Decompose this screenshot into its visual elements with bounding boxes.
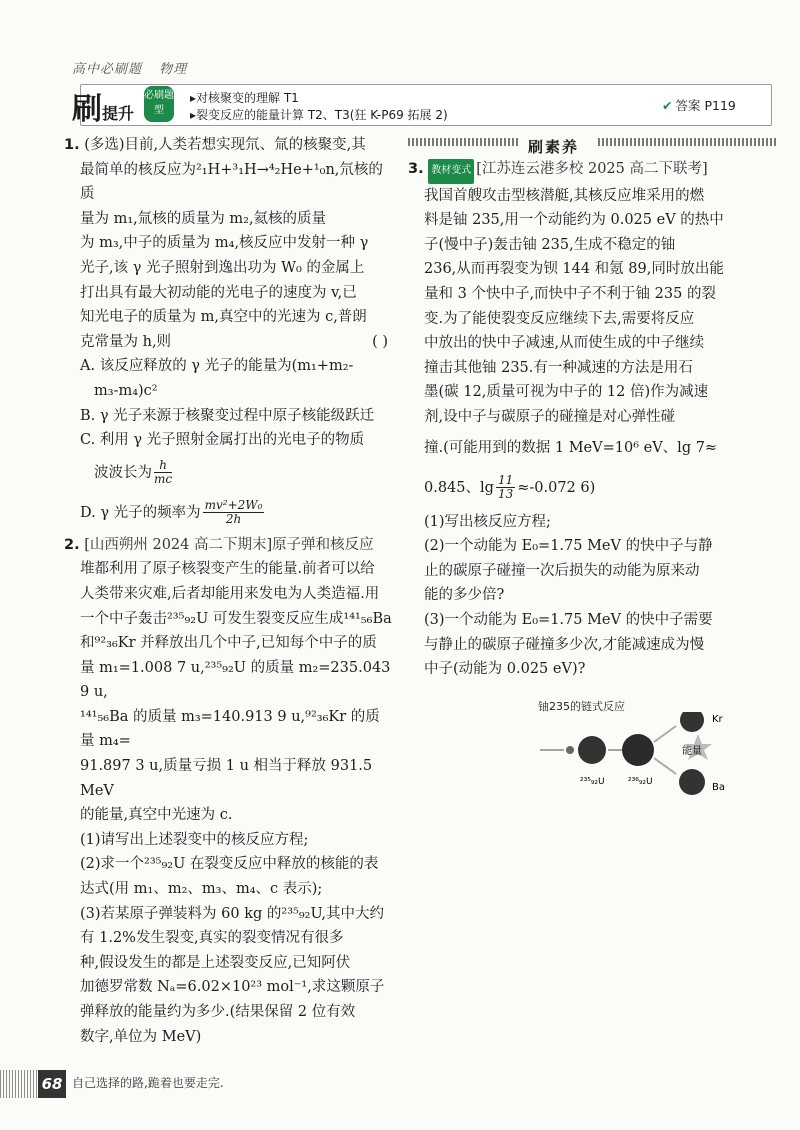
q3-sub: 止的碳原子碰撞一次后损失的动能为原来动 xyxy=(424,562,700,579)
q2-line: 的能量,真空中光速为 c. xyxy=(80,807,233,824)
q2-number: 2. xyxy=(64,536,80,553)
logo-sub: 提升 xyxy=(102,104,135,123)
q3-line: 子(慢中子)轰击铀 235,生成不稳定的铀 xyxy=(424,236,676,253)
q3-line: 我国首艘攻击型核潜艇,其核反应堆采用的燃 xyxy=(424,187,705,204)
running-header xyxy=(72,58,199,77)
q1-number: 1. xyxy=(64,137,80,153)
option-c[interactable]: C. 利用 γ 光子照射金属打出的光电子的物质 xyxy=(80,432,365,449)
q2-line: 人类带来灾难,后者却能用来发电为人类造福.用 xyxy=(80,585,380,602)
answer-bracket: ( ) xyxy=(372,333,388,350)
left-column xyxy=(64,133,394,1049)
q1-line: 为 m₃,中子的质量为 m₄,核反应中发射一种 γ xyxy=(80,235,369,252)
option-c-cont: 波波长为 xyxy=(94,464,152,481)
option-b[interactable]: B. γ 光子来源于核聚变过程中原子核能级跃迁 xyxy=(80,407,375,424)
q3-line: 变.为了能使裂变反应继续下去,需要将反应 xyxy=(424,310,695,327)
q2-line: ¹⁴¹₅₆Ba 的质量 m₃=140.913 9 u,⁹²₃₆Kr 的质量 m₄= xyxy=(80,708,380,750)
subject-label: 物理 xyxy=(159,62,188,77)
data-line-a: 0.845、lg xyxy=(424,479,494,496)
section-rule-left xyxy=(408,138,520,146)
kr-nucleus xyxy=(680,712,704,732)
question-1 xyxy=(64,133,394,533)
q1-line: 量为 m₁,氚核的质量为 m₂,氦核的质量 xyxy=(80,210,327,227)
q2-line: 和⁹²₃₆Kr 并释放出几个中子,已知每个中子的质 xyxy=(80,635,377,652)
q1-line: 最简单的核反应为²₁H+³₁H→⁴₂He+¹₀n,氘核的质 xyxy=(80,161,383,203)
fraction: $\frac{\text{mv²+2W₀}}{2h}$ xyxy=(204,498,263,527)
footer-motto: 自己选择的路,跪着也要走完. xyxy=(72,1076,224,1090)
fraction: $\frac{11}{13}$ xyxy=(497,473,514,502)
q1-line: (多选)目前,人类若想实现氘、氚的核聚变,其 xyxy=(84,137,366,153)
q2-line: 有 1.2%发生裂变,真实的裂变情况有很多 xyxy=(80,930,344,947)
question-3 xyxy=(408,157,778,682)
u235-label: ²³⁵₉₂U xyxy=(580,777,605,787)
q2-line: 数字,单位为 MeV) xyxy=(80,1028,202,1045)
check-icon: ✔ xyxy=(662,98,673,113)
book-title: 高中必刷题 xyxy=(72,62,143,77)
q2-line: 一个中子轰击²³⁵₉₂U 可发生裂变反应生成¹⁴¹₅₆Ba xyxy=(80,610,392,627)
q3-number: 3. xyxy=(408,161,424,177)
chain-reaction-figure xyxy=(530,712,770,808)
q2-line: (1)请写出上述裂变中的核反应方程; xyxy=(80,831,309,848)
kr-label: Kr xyxy=(712,714,723,725)
q3-sub: (2)一个动能为 E₀=1.75 MeV 的快中子与静 xyxy=(424,538,713,555)
q2-line: 弹释放的能量约为多少.(结果保留 2 位有效 xyxy=(80,1004,356,1020)
option-a-cont: m₃-m₄)c² xyxy=(94,382,158,399)
fraction: $\frac{h}{mc}$ xyxy=(154,458,173,487)
answer-ref[interactable]: ✔ 答案 P119 xyxy=(662,98,736,113)
energy-label: 能量 xyxy=(682,746,702,757)
focus-item-1: ▸对核聚变的理解 T1 xyxy=(190,91,299,105)
q2-line: 91.897 3 u,质量亏损 1 u 相当于释放 931.5 MeV xyxy=(80,758,373,799)
q3-sub: 中子(动能为 0.025 eV)? xyxy=(424,661,586,678)
q2-line: 量 m₁=1.008 7 u,²³⁵₉₂U 的质量 m₂=235.043 9 u, xyxy=(80,659,391,701)
footer-dots xyxy=(0,1070,40,1098)
u236-label: ²³⁶₉₂U xyxy=(628,777,653,787)
neutron-dot xyxy=(566,746,574,754)
page-number: 68 xyxy=(38,1070,66,1098)
q3-line: 撞.(可能用到的数据 1 MeV=10⁶ eV、lg 7≈ xyxy=(424,439,718,456)
question-2 xyxy=(64,533,394,1049)
q2-line: (3)若某原子弹装料为 60 kg 的²³⁵₉₂U,其中大约 xyxy=(80,905,384,922)
section-rule-right xyxy=(598,138,776,146)
q1-line: 克常量为 h,则 xyxy=(80,333,172,350)
u236-nucleus xyxy=(622,734,654,766)
section-tag: 刷素养 xyxy=(528,138,580,156)
figure-caption: 铀235的链式反应 xyxy=(538,700,625,713)
question-type-badge: 必刷题型 xyxy=(144,86,174,122)
data-line-b: ≈-0.072 6) xyxy=(517,479,596,496)
q3-line: 料是铀 235,用一个动能约为 0.025 eV 的热中 xyxy=(424,212,724,229)
option-d[interactable]: D. γ 光子的频率为 $\frac{\text{mv²+2W₀}}{2h}$ xyxy=(80,498,263,527)
q3-sub: 能的多少倍? xyxy=(424,587,505,604)
q3-line: 量和 3 个快中子,而快中子不利于铀 235 的裂 xyxy=(424,285,716,302)
q1-line: 打出具有最大初动能的光电子的速度为 v,已 xyxy=(80,284,357,301)
q2-line: 种,假设发生的都是上述裂变反应,已知阿伏 xyxy=(80,954,351,971)
u235-nucleus xyxy=(578,736,606,764)
q3-sub: (3)一个动能为 E₀=1.75 MeV 的快中子需要 xyxy=(424,611,713,628)
q2-line: 加德罗常数 Nₐ=6.02×10²³ mol⁻¹,求这颗原子 xyxy=(80,979,385,996)
q1-line: 知光电子的质量为 m,真空中的光速为 c,普朗 xyxy=(80,309,367,326)
q2-line: [山西朔州 2024 高二下期末]原子弹和核反应 xyxy=(84,536,374,553)
q3-sub: (1)写出核反应方程; xyxy=(424,513,551,530)
q3-line: 撞击其他铀 235.有一种减速的方法是用石 xyxy=(424,359,693,376)
q3-line: 剂,设中子与碳原子的碰撞是对心弹性碰 xyxy=(424,408,676,425)
right-column xyxy=(408,157,778,682)
ba-nucleus xyxy=(679,769,705,795)
q3-line: 中放出的快中子减速,从而使生成的中子继续 xyxy=(424,335,705,352)
q2-line: 达式(用 m₁、m₂、m₃、m₄、c 表示); xyxy=(80,881,323,898)
q3-line: 墨(碳 12,质量可视为中子的 12 倍)作为减速 xyxy=(424,384,709,401)
q3-line: 236,从而再裂变为钡 144 和氪 89,同时放出能 xyxy=(424,261,724,278)
q3-line: [江苏连云港多校 2025 高二下联考] xyxy=(476,161,708,177)
logo: 刷提升 xyxy=(72,92,135,127)
option-a[interactable]: A. 该反应释放的 γ 光子的能量为(m₁+m₂- xyxy=(80,358,354,375)
q2-line: (2)求一个²³⁵₉₂U 在裂变反应中释放的核能的表 xyxy=(80,856,379,873)
ba-label: Ba xyxy=(712,782,725,793)
q2-line: 堆都利用了原子核裂变产生的能量.前者可以给 xyxy=(80,561,375,578)
focus-item-2: ▸裂变反应的能量计算 T2、T3(狂 K-P69 拓展 2) xyxy=(190,108,448,122)
q1-line: 光子,该 γ 光子照射到逸出功为 W₀ 的金属上 xyxy=(80,259,365,276)
textbook-badge: 教材变式 xyxy=(428,159,474,184)
q3-sub: 与静止的碳原子碰撞多少次,才能减速成为慢 xyxy=(424,636,705,653)
